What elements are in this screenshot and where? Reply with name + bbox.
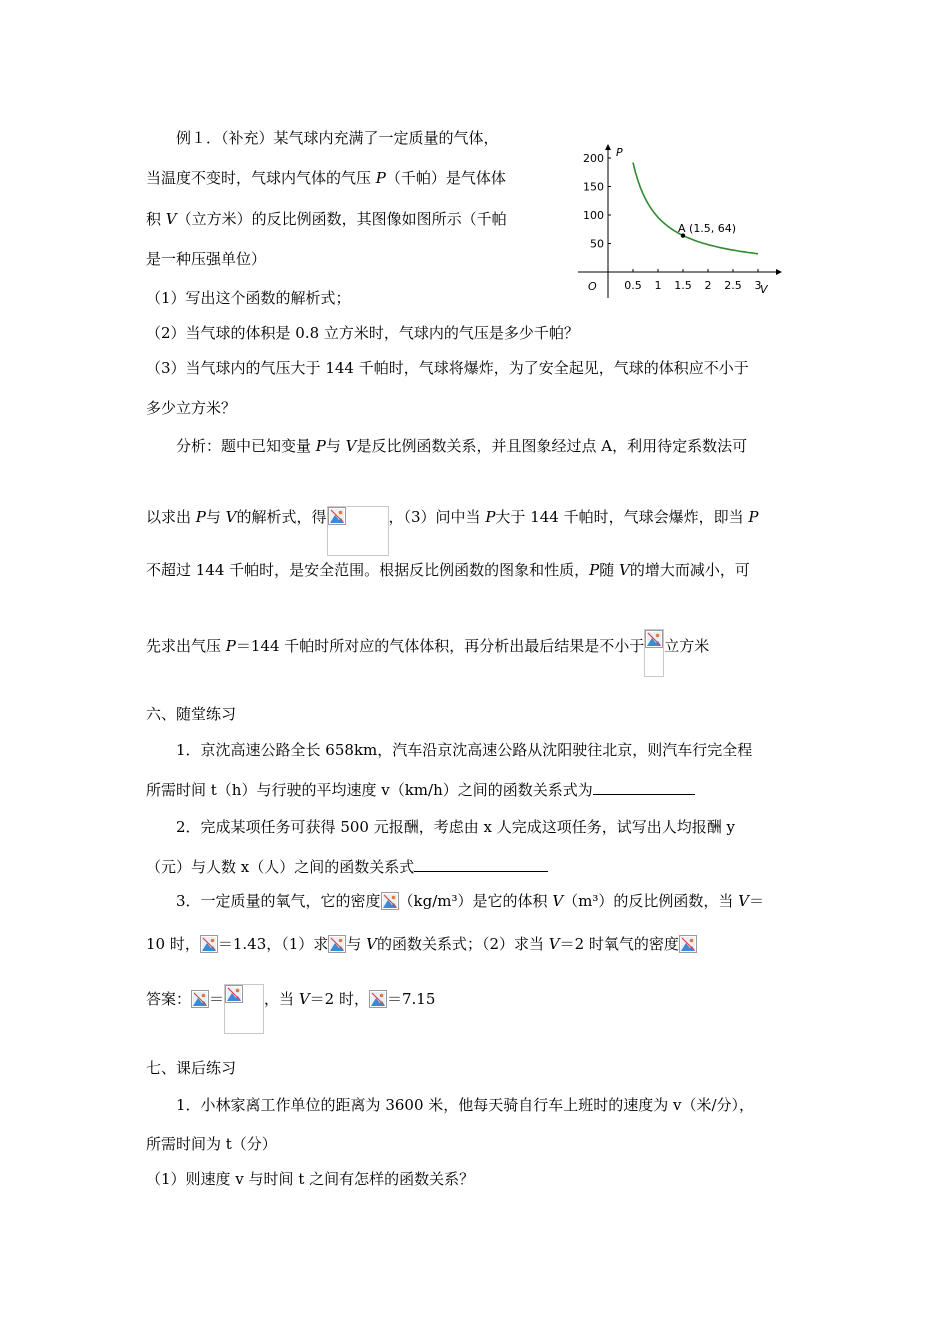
broken-image-icon [645, 630, 663, 648]
broken-image-icon [191, 990, 209, 1008]
rho-image-placeholder [381, 892, 399, 910]
origin-label: O [588, 280, 597, 293]
formula-image-placeholder [224, 984, 264, 1034]
y-tick-label: 100 [583, 209, 604, 222]
question-2: （2）当气球的体积是 0.8 立方米时，气球内的气压是多少千帕？ [146, 324, 579, 342]
practice-3-line-2: 10 时， ＝1.43，（1）求 与 V的函数关系式；（2）求当 V＝2 时氧气的密度 [146, 934, 697, 954]
broken-image-icon [369, 990, 387, 1008]
x-tick-label: 2 [704, 279, 712, 292]
example-line-4: 是一种压强单位） [146, 250, 267, 268]
y-tick-label: 200 [583, 152, 604, 165]
rho-image-placeholder [679, 935, 697, 953]
answer-blank-2[interactable] [414, 857, 548, 872]
x-tick-label: 3 [754, 279, 762, 292]
answer-blank-1[interactable] [593, 780, 695, 795]
broken-image-icon [200, 935, 218, 953]
question-3-line-2: 多少立方米？ [146, 399, 237, 417]
analysis-line-4: 先求出气压 P＝144 千帕时所对应的气体体积，再分析出最后结果是不小于 立方米 [146, 629, 709, 677]
broken-image-icon [381, 892, 399, 910]
answer-image-placeholder [644, 629, 664, 677]
x-tick-label: 0.5 [624, 279, 642, 292]
practice-1-line-1: 1．京沈高速公路全长 658km，汽车沿京沈高速公路从沈阳驶往北京，则汽车行完全程 [176, 741, 753, 759]
section-6-heading: 六、随堂练习 [146, 705, 237, 723]
y-axis-label: P [616, 146, 623, 159]
example-line-2: 当温度不变时，气球内气体的气压 P（千帕）是气体体 [146, 169, 506, 187]
broken-image-icon [225, 985, 243, 1003]
y-tick-label: 50 [590, 237, 604, 251]
x-tick-label: 1.5 [674, 279, 692, 292]
broken-image-icon [328, 935, 346, 953]
rho-image-placeholder [200, 935, 218, 953]
pressure-volume-chart [572, 140, 784, 304]
rho-image-placeholder [328, 935, 346, 953]
homework-1-line-3: （1）则速度 v 与时间 t 之间有怎样的函数关系？ [146, 1170, 475, 1188]
formula-image-placeholder [327, 506, 389, 556]
practice-1-line-2: 所需时间 t（h）与行驶的平均速度 v（km/h）之间的函数关系式为 [146, 780, 695, 800]
example-line-3: 积 V（立方米）的反比例函数，其图像如图所示（千帕 [146, 210, 507, 228]
x-axis-label: V [760, 283, 768, 296]
section-7-heading: 七、课后练习 [146, 1059, 237, 1077]
practice-2-line-2: （元）与人数 x（人）之间的函数关系式 [146, 857, 548, 877]
rho-image-placeholder [191, 990, 209, 1008]
analysis-line-3: 不超过 144 千帕时，是安全范围。根据反比例函数的图象和性质，P随 V的增大而减小，可 [146, 561, 750, 579]
hyperbola-curve [633, 163, 758, 254]
broken-image-icon [328, 507, 346, 525]
analysis-line-1: 分析：题中已知变量 P与 V是反比例函数关系，并且图象经过点 A，利用待定系数法可 [176, 437, 748, 455]
question-3-line-1: （3）当气球内的气压大于 144 千帕时，气球将爆炸，为了安全起见，气球的体积应不小于 [146, 359, 749, 377]
practice-3-answer: 答案： ＝ ，当 V＝2 时， ＝7.15 [146, 984, 435, 1034]
x-tick-label: 2.5 [724, 279, 742, 292]
x-axis-arrow [776, 269, 782, 275]
homework-1-line-1: 1．小林家离工作单位的距离为 3600 米，他每天骑自行车上班时的速度为 v（米/分）， [176, 1096, 755, 1114]
practice-3-line-1: 3．一定质量的氧气，它的密度 （kg/m³）是它的体积 V（m³）的反比例函数，当 V＝ [176, 892, 765, 910]
example-line-1: 例１．（补充）某气球内充满了一定质量的气体， [176, 129, 499, 147]
y-tick-label: 150 [583, 180, 604, 194]
y-axis-arrow [605, 144, 611, 150]
question-1: （1）写出这个函数的解析式； [146, 289, 351, 307]
point-a-label: A (1.5, 64) [678, 222, 737, 235]
rho-image-placeholder [369, 990, 387, 1008]
analysis-line-2: 以求出 P与 V的解析式，得 ，（3）问中当 P大于 144 千帕时，气球会爆炸，即当 P [146, 506, 758, 556]
practice-2-line-1: 2．完成某项任务可获得 500 元报酬，考虑由 x 人完成这项任务，试写出人均报酬 y [176, 818, 735, 836]
homework-1-line-2: 所需时间为 t（分） [146, 1135, 277, 1153]
x-tick-label: 1 [654, 279, 662, 292]
broken-image-icon [679, 935, 697, 953]
